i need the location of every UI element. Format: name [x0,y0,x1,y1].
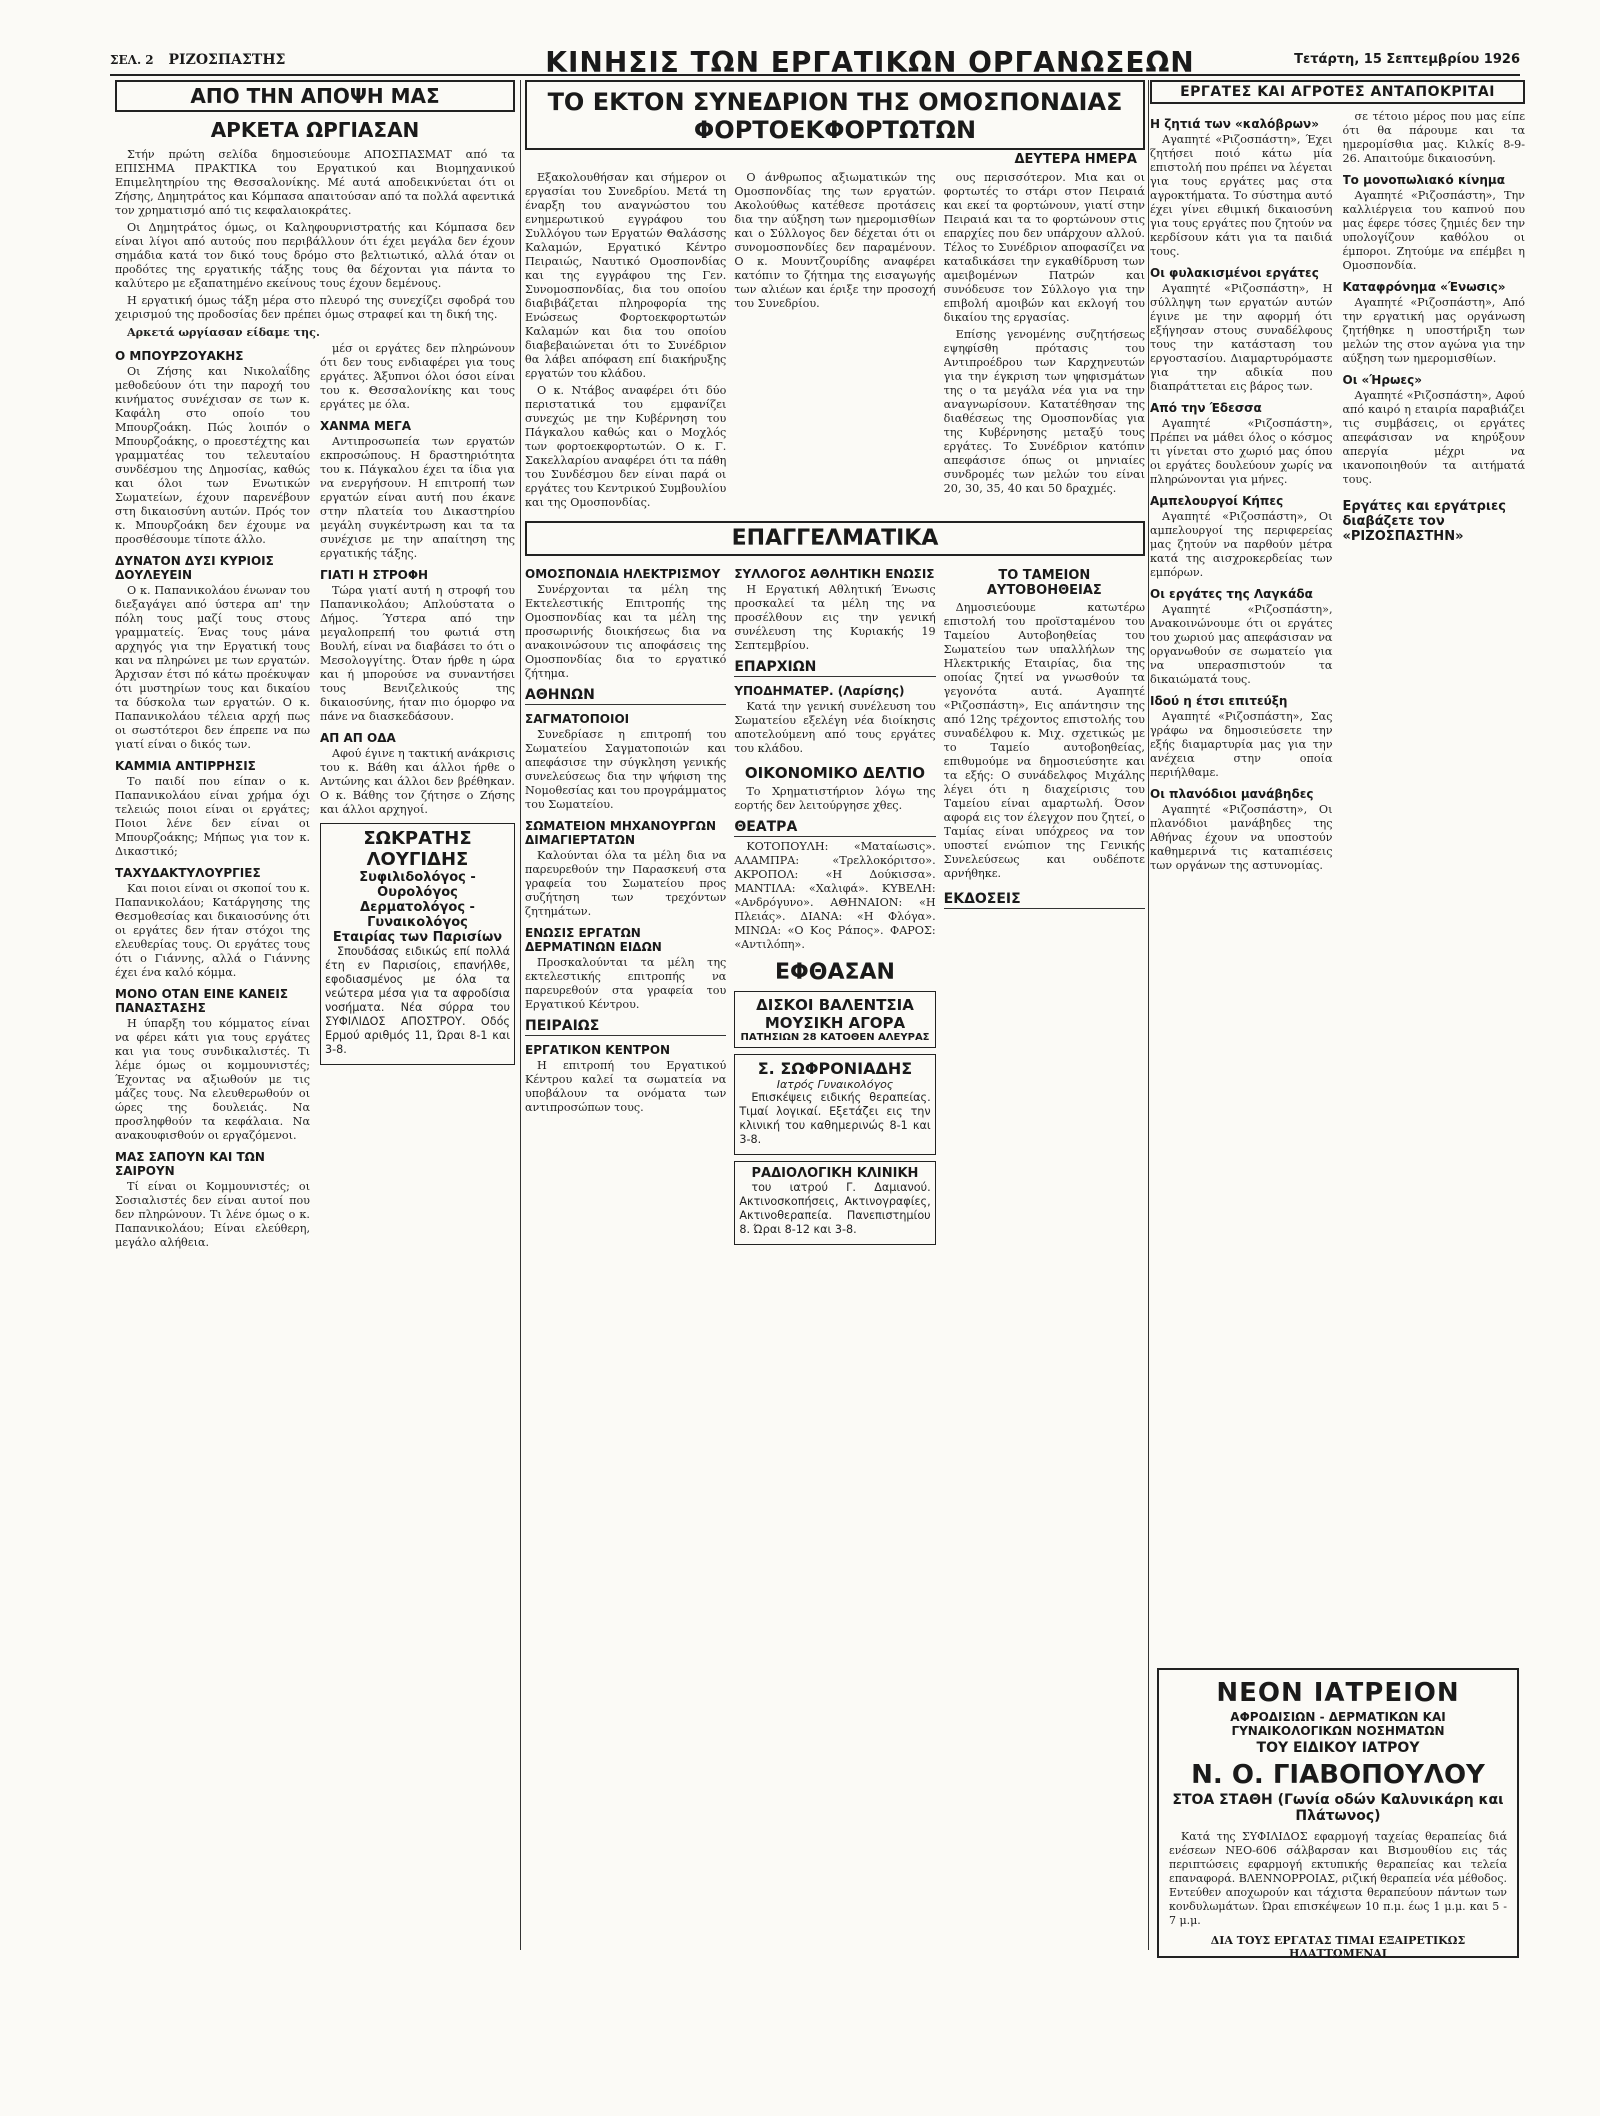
ad-line: Εταιρίας των Παρισίων [332,930,503,945]
records-ad-address: ΠΑΤΗΣΙΩΝ 28 ΚΑΤΟΘΕΝ ΑΛΕΥΡΑΣ [740,1032,930,1043]
item-body: Η επιτροπή του Εργατικού Κέντρου καλεί τα σωματεία να υποβάλουν τα ονόματα των αντιπροσώπων τους. [525,1059,727,1114]
item-body: Συνεδρίασε η επιτροπή του Σωματείου Σαγματοποιών και απεφάσισε την σύγκληση γενικής συνελεύσεως δια την ψήφιση της Νομοθεσίας και του προγράμματος του Σωματείου. [525,728,727,811]
region-heading: ΑΘΗΝΩΝ [525,687,726,705]
congress-column [525,171,726,513]
section-title: ΚΙΝΗΣΙΣ ΤΩΝ ΕΡΓΑΤΙΚΩΝ ΟΡΓΑΝΩΣΕΩΝ [545,46,1195,79]
section-heading: ΜΟΝΟ ΟΤΑΝ ΕΙΝΕ ΚΑΝΕΙΣ ΠΑΝΑΣΤΑΣΗΣ [115,987,289,1015]
item-body: Προσκαλούνται τα μέλη της εκτελεστικής επιτροπής να παρευρεθούν στα γραφεία του Εργατικού Κέντρου. [525,956,727,1011]
section-body: Η ύπαρξη του κόμματος είναι να φέρει κάτι για τους εργάτες και για τους συνδικαλιστές. Τι λέμε όμως οι κομμουνιστές; Έχοντας να αξιωθούν με τις μάζες τους. Να ελευθερωθούν οι ώρες της δουλειάς. Να προσληφθούν τα κεφάλαια. Να ανακουφισθούν οι εργαζόμενοι. [115,1017,310,1142]
editorial-headline: ΑΡΚΕΤΑ ΩΡΓΙΑΣΑΝ [210,118,420,142]
letter-body: Αγαπητέ «Ριζοσπάστη», Σας γράφω να δημοσιεύσετε την εξής διαμαρτυρία μας για την ανέχεια στην οποία περιήλθαμε. [1150,710,1333,779]
item-heading: ΣΩΜΑΤΕΙΟΝ ΜΗΧΑΝΟΥΡΓΩΝ ΔΙΜΑΓΙΕΡΤΑΤΩΝ [525,819,717,847]
finance-heading: ΟΙΚΟΝΟΜΙΚΟ ΔΕΛΤΙΟ [744,764,926,782]
correspondents-subcolumn-right [1343,110,1526,876]
doctor-advertisement [320,823,515,1065]
correspondents-subcolumns [1150,110,1525,876]
clinic-address: ΣΤΟΑ ΣΤΑΘΗ (Γωνία οδών Καλυνικάρη και Πλάτωνος) [1172,1792,1504,1824]
ad-doctor-name: Σ. ΣΩΦΡΟΝΙΑΔΗΣ [757,1059,913,1078]
professional-columns [525,560,1145,1251]
editorial-box-header: ΑΠΟ ΤΗΝ ΑΠΟΨΗ ΜΑΣ [115,80,515,112]
item-heading: ΥΠΟΔΗΜΑΤΕΡ. (Λαρίσης) [734,684,905,698]
congress-paragraph: Επίσης γενομένης συζητήσεως εψηφίσθη πρότασις του Αντιπροέδρου των Καρχηνευτών για την έγκριση των ψηφισμάτων της ο τα μεγάλα νέα για να την αναγνωρίσουν. Κατατέθησαν της διαθέσεως της Ομοσπονδίας για της Κυβέρνησης μεταξύ τους εργάτες. Το Συνέδριον κατόπιν απεφάσισε όπως οι μηνιαίες συνδρομές των μελών του είναι 20, 30, 35, 40 και 50 δραχμές. [943,328,1145,495]
section-heading: ΑΠ ΑΠ ΟΔΑ [320,731,396,745]
letter-heading: Η ζητιά των «καλόβρων» [1150,117,1319,131]
masthead-left [110,52,285,68]
professional-banner: ΕΠΑΓΓΕΛΜΑΤΙΚΑ [525,521,1145,556]
editorial-subcolumn-right [320,342,515,1253]
letter-heading: Καταφρόνημα «Ένωσις» [1342,280,1506,294]
issue-date: Τετάρτη, 15 Σεπτεμβρίου 1926 [1294,52,1520,67]
letter-heading: Οι εργάτες της Λαγκάδα [1150,587,1313,601]
masthead [110,46,1520,79]
item-heading: ΣΥΛΛΟΓΟΣ ΑΘΛΗΤΙΚΗ ΕΝΩΣΙΣ [734,567,935,581]
congress-column [944,171,1145,513]
congress-column [734,171,935,513]
congress-columns [525,171,1145,513]
letter-heading: Από την Έδεσσα [1150,401,1262,415]
records-advertisement [734,991,935,1048]
letter-body: Αγαπητέ «Ριζοσπάστη», Οι αμπελουργοί της περιφερείας μας ζητούν να παρθούν μέτρα κατά της αισχροκερδείας των εμπόρων. [1150,510,1333,579]
section-body: Οι Ζήσης και Νικολαΐδης μεθοδεύουν ότι την παροχή του κινήματος συνέχισαν σε των κ. Καφάλη στο οποίο του Μπουρζοάκη. Πώς λοιπόν ο Μπουρζοάκης, ο προεστέχτης και γραμματέας του τελευταίου συνδέσμου της Δημοσίας, καθώς και όλοι των Ενωτικών Σωματείων, έχουν παρενέβουν στη δικαιοσύνη αυτών. Πρός τον κ. Μπουρζοάκη δεν έχουμε να προσθέσουμε τίποτε άλλο. [115,365,310,546]
ad-body: του ιατρού Γ. Δαμιανού. Ακτινοσκοπήσεις, Ακτινογραφίες, Ακτινοθεραπεία. Πανεπιστημίου 8. Ώραι 8-12 και 3-8. [739,1181,931,1236]
letter-body: Αγαπητέ «Ριζοσπάστη», Η σύλληψη των εργατών αυτών έγινε με την αφορμή ότι εξήγησαν στους συναδέλφους τους την κατάσταση του εργοστασίου. Διαμαρτυρόμαστε για την αδικία που διαπράττεται εις βάρος των. [1150,282,1333,393]
section-body: Και ποιοι είναι οι σκοποί του κ. Παπανικολάου; Κατάργησης της Θεσμοθεσίας και δικαιοσύνης ότι οι εργάτες δεν ήταν στόχοι της ελευθερίας τους. Οι εργάτες τους ότι ο Γιάννης, αλλά ο Γιάννης έχει ένα καλό κόμμα. [115,882,310,979]
section-heading: ΤΑΧΥΔΑΚΤΥΛΟΥΡΓΙΕΣ [115,866,261,880]
radiology-advertisement [734,1161,935,1245]
clinic-of: ΤΟΥ ΕΙΔΙΚΟΥ ΙΑΤΡΟΥ [1256,1740,1420,1756]
item-heading: ΣΑΓΜΑΤΟΠΟΙΟΙ [525,712,630,726]
item-body: Κατά την γενική συνέλευση του Σωματείου εξελέγη νέα διοίκησις αποτελούμενη από τους εργάτες του κλάδου. [734,700,936,755]
lead-paragraph: Οι Δημητράτος όμως, οι Καληφουρνιστρατής και Κόμπασα δεν είναι λίγοι από αυτούς που περιβάλλουν ότι έχει μεγάλα δεν έχουν σημάδια κατά τον δικό τους δρόμο στο βελτιωτικό, αλλά όταν οι προδότες της εργατικής τάξης τους θα δέχονται για πάντα το καλύτερο με εξαπατημένο εκείνους τους έχουν δεμένους. [115,221,515,290]
letter-heading: Αμπελουργοί Κήπες [1150,494,1284,508]
letter-body: Αγαπητέ «Ριζοσπάστη», Έχει ζητήσει ποιό κάτω μία επιστολή που πρέπει να λέγεται για τους εργάτες μας στα αγροκτήματα. Το σύστημα αυτό έχει γίνει εθιμική δικαιοσύνη για τους εργάτες που ζητούν να κερδίσουν κάτι για τα παιδιά τους. [1150,133,1333,258]
column-editorial [115,80,515,1960]
congress-subhead: ΔΕΥΤΕΡΑ ΗΜΕΡΑ [1014,152,1137,167]
section-body: Τί είναι οι Κομμουνιστές; οι Σοσιαλιστές δεν είναι αυτοί που δεν πληρώνουν. Τι λένε όμως ο κ. Παπανικολάου; Είναι ελεύθερη, μεγάλο αλήθεια. [115,1180,310,1249]
letter-body: Αγαπητέ «Ριζοσπάστη», Την καλλιέργεια του καπνού που μας έφερε τόσες ζημιές δεν την υπολογίζουν καθόλου οι έμποροι. Ζητούμε να επέμβει η Ομοσπονδία. [1342,189,1525,272]
letter-body: Αγαπητέ «Ριζοσπάστη», Από την εργατική μας οργάνωση ζητήθηκε η υποστήριξη των μελών της στον αγώνα για την αύξηση των ημερομισθίων. [1342,296,1525,365]
letter-body: σε τέτοιο μέρος που μας είπε ότι θα πάρουμε και τα ημερομίσθια μας. Κιλκίς 8-9-26. Απαιτούμε δικαιοσύνη. [1342,110,1525,165]
letter-heading: Οι φυλακισμένοι εργάτες [1150,266,1319,280]
section-heading: ΧΑΝΜΑ ΜΕΓΑ [320,419,412,433]
item-heading: ΕΝΩΣΙΣ ΕΡΓΑΤΩΝ ΔΕΡΜΑΤΙΝΩΝ ΕΙΔΩΝ [525,926,662,954]
clinic-title: ΝΕΟΝ ΙΑΤΡΕΙΟΝ [1216,1678,1460,1708]
editorial-lead [115,148,515,339]
item-body: Η Εργατική Αθλητική Ένωσις προσκαλεί τα μέλη της να προσέλθουν εις την γενική συνέλευση της Κυριακής 19 Σεπτεμβρίου. [734,583,936,652]
letter-heading: Οι πλανόδιοι μανάβηδες [1150,787,1314,801]
letter-body: Αγαπητέ «Ριζοσπάστη», Αφού από καιρό η εταιρία παραβιάζει τις συμβάσεις, οι εργάτες απεφάσισαν να κηρύξουν απεργία μέχρι να ικανοποιηθούν τα αιτήματά τους. [1342,389,1525,486]
item-heading: ΟΜΟΣΠΟΝΔΙΑ ΗΛΕΚΤΡΙΣΜΟΥ [525,567,721,581]
section-heading: Ο ΜΠΟΥΡΖΟΥΑΚΗΣ [115,349,244,363]
lead-paragraph: Στήν πρώτη σελίδα δημοσιεύουμε ΑΠΟΣΠΑΣΜΑΤ από τα ΕΠΙΣΗΜΑ ΠΡΑΚΤΙΚΑ του Εργατικού και Βιομηχανικού Επιμελητηρίου της Θεσσαλονίκης. Μέ αυτά αποδεικνύεται ότι οι Ζήσης, Δημητράτος και Κόμπασα απαιτούσαν από τα πολλά αφεντικά τον χρηματισμό από τις κεφαλαιοκράτες. [115,148,515,217]
fund-heading: ΤΟ ΤΑΜΕΙΟΝ ΑΥΤΟΒΟΗΘΕΙΑΣ [986,568,1102,598]
section-body: Ο κ. Παπανικολάου ένωναν του διεξαγάγει από ύστερα απ' την πόλη τους μαζί τους στους γραμματείς. Ένας τους μάνα αρχηγός για την Εργατική τους και να πληρώνει με των εργατών. Άρχισαν έτσι πό κάτω προέκυψαν ότι μυστηρίων τους και δικαίου τα δύσκολα των εργατών. Ο κ. Παπανικολάου τέλεια αρχή πως οι σωστότεροι δεν έπρεπε να πω γιατί είναι ο δικός των. [115,584,310,751]
paper-name: ΡΙΖΟΣΠΑΣΤΗΣ [168,52,286,68]
arrivals-heading: ΕΦΘΑΣΑΝ [775,960,895,985]
letter-body: Αγαπητέ «Ριζοσπάστη», Οι πλανόδιοι μανάβηδες της Αθήνας έχουν να υποστούν καθημερινά τις καταπιέσεις των οργάνων της αστυνομίας. [1150,803,1333,872]
professional-column [734,560,935,1251]
congress-paragraph: Ο κ. Ντάβος αναφέρει ότι δύο περιστατικά του εμφανίζει συνεχώς με την Κυβέρνηση του Πάγκαλου καθώς και ο Μοχλός των φορτοεκφορτωτών. Ο κ. Γ. Σακελλαρίου αναφέρει ότι τα πάθη του Συνδέσμου δεν είναι παρά οι εργάτες του Κεντρικού Συμβουλίου και της Ομοσπονδίας. [525,384,727,509]
column-rule [1148,80,1149,1950]
lead-paragraph: Αρκετά ωργίασαν είδαμε της. [127,325,320,339]
congress-headline: ΤΟ ΕΚΤΟΝ ΣΥΝΕΔΡΙΟΝ ΤΗΣ ΟΜΟΣΠΟΝΔΙΑΣ ΦΟΡΤΟΕΚΦΟΡΤΩΤΩΝ [525,80,1145,150]
publications-heading: ΕΚΔΟΣΕΙΣ [944,891,1145,909]
section-heading: ΓΙΑΤΙ Η ΣΤΡΟΦΗ [320,568,429,582]
section-body: Αντιπροσωπεία των εργατών εκπροσώπους. Η δραστηριότητα του κ. Πάγκαλου έχει τα ίδια για να ενεργήσουν. Η επιτροπή των εργατών είναι αυτή που έκανε στην πλατεία του Δικαστηρίου μεγάλη συγκέντρωση και τα τα συνέχισε με την απαίτηση της εργατικής τάξης. [320,435,515,560]
professional-column [525,560,726,1251]
column-rule [520,80,521,1950]
clinic-doctor: Ν. Ο. ΓΙΑΒΟΠΟΥΛΟΥ [1191,1760,1485,1790]
region-heading: ΠΕΙΡΑΙΩΣ [525,1018,726,1036]
section-body: Το παιδί που είπαν ο κ. Παπανικολάου είναι χρήμα όχι τελειώς ποιοι είναι οι εργάτες; Ποιοι λένε δεν είναι οι Μπουρζοάκης; Μήπως για τον κ. Δικαστικό; [115,775,310,858]
fund-body: Δημοσιεύουμε κατωτέρω επιστολή του προϊσταμένου του Ταμείου Αυτοβοηθείας του Σωματείου των υπαλλήλων της Ηλεκτρικής Εταιρίας, δια της οποίας ζητεί να γνωσθούν τα γεγονότα αυτά. Αγαπητέ «Ριζοσπάστη», Εις απάντησιν της από 12ης τρέχοντος επιστολής του συναδέλφου κ. Μιχ. σχετικώς με το Ταμείο αυτοβοηθείας, επιθυμούμε να δημοσιεύσητε και τα εξής: Ο συνάδελφος Μιχάλης λέγει ότι η διαχείρισις του Ταμείου είναι αμαρτωλή. Όσον αφορά εις τον έλεγχον που ζητεί, ο Ταμίας είναι υπόχρεος να τον υποστεί ενώπιον της Γενικής Συνελεύσεως και ουδέποτε αρνήθηκε. [943,601,1145,880]
readership-appeal: Εργάτες και εργάτριες διαβάζετε τον «ΡΙΖΟΣΠΑΣΤΗΝ» [1342,499,1506,544]
theatres-heading: ΘΕΑΤΡΑ [734,819,935,837]
finance-body: Το Χρηματιστήριον λόγω της εορτής δεν λειτούργησε χθες. [734,785,936,812]
theatres-body: ΚΟΤΟΠΟΥΛΗ: «Ματαίωσις». ΑΛΑΜΠΡΑ: «Τρελλοκόριτσο». ΑΚΡΟΠΟΛ: «Η Δούκισσα». ΜΑΝΤΙΛΑ: «Χαλιφά». ΚΥΒΕΛΗ: «Ανδρόγυνο». ΑΘΗΝΑΙΟΝ: «Η Πλειάς». ΔΙΑΝΑ: «Η Φλόγα». ΜΙΝΩΑ: «Ο Κος Ράπος». ΦΑΡΟΣ: «Αντιλόπη». [734,840,936,951]
letter-body: Αγαπητέ «Ριζοσπάστη», Ανακοινώνουμε ότι οι εργάτες του χωριού μας απεφάσισαν να οργανωθούν σε σωματείο για να υπερασπιστούν τα δικαιώματά τους. [1150,603,1333,686]
ad-doctor-role: Ιατρός Γυναικολόγος [776,1078,894,1091]
letter-heading: Το μονοπωλιακό κίνημα [1342,173,1505,187]
editorial-subcolumns [115,342,515,1253]
item-body: Καλούνται όλα τα μέλη δια να παρευρεθούν την Παρασκευή στα γραφεία του Σωματείου προς συζήτηση των τρεχόντων ζητημάτων. [525,849,727,918]
ad-body: Σπουδάσας ειδικώς επί πολλά έτη εν Παρισίοις, επανήλθε, εφοδιασμένος με όλα τα νεώτερα μέσα για τα αφροδίσια νοσήματα. Νέα σύρρα του ΣΥΦΙΛΙΔΟΣ ΑΠΟΣΤΡΟΥ. Οδός Ερμού αριθμός 11, Ώραι 8-1 και 3-8. [325,945,510,1056]
radiology-title: ΡΑΔΙΟΛΟΓΙΚΗ ΚΛΙΝΙΚΗ [751,1166,919,1181]
clinic-advertisement [1157,1668,1519,1958]
congress-paragraph: Ο άνθρωπος αξιωματικών της Ομοσπονδίας της των εργατών. Ακολούθως κατέθεσε προτάσεις δια την αύξηση των ημερομισθίων και ο Σύλλογος δεν δέχεται ότι οι συνομοσπονδίες δεν παραμένουν. Ο κ. Μουντζουρίδης αναφέρει κατόπιν το ζήτημα της εισαγωγής των αλιέων και έριξε την προσοχή του Συνεδρίου. [734,171,936,310]
editorial-subcolumn-left [115,342,310,1253]
letter-heading: Ιδού η έτσι επιτεύξη [1150,694,1288,708]
gynecologist-advertisement [734,1054,935,1155]
clinic-footer: ΔΙΑ ΤΟΥΣ ΕΡΓΑΤΑΣ ΤΙΜΑΙ ΕΞΑΙΡΕΤΙΚΩΣ ΗΛΑΤΤΩΜΕΝΑΙ [1210,1934,1466,1960]
region-heading: ΕΠΑΡΧΙΩΝ [734,659,935,677]
congress-paragraph: ους περισσότερον. Μια και οι φορτωτές το στάρι στον Πειραιά και εκεί τα φορτώνουν, γιατί στην Πειραιά και τα το φορτώνουν στις επαρχίες που δεν υπάρχουν αλλού. Τέλος το Συνέδριον αποφασίζει να καταδικάσει την εγκαθίδρυση των αμειβομένων Πατρών και συνόδευσε τον Σύλλογο για την επιβολή αμοιβών και εκλογή του δικαίου της εργασίας. [943,171,1145,324]
clinic-subtitle: ΑΦΡΟΔΙΣΙΩΝ - ΔΕΡΜΑΤΙΚΩΝ ΚΑΙ ΓΥΝΑΙΚΟΛΟΓΙΚΩΝ ΝΟΣΗΜΑΤΩΝ [1230,1710,1446,1738]
column-labor-news [525,80,1145,1960]
ad-doctor-name: ΣΩΚΡΑΤΗΣ ΛΟΥΓΙΔΗΣ [363,828,472,870]
records-ad-title: ΔΙΣΚΟΙ ΒΑΛΕΝΤΣΙΑ [756,996,914,1014]
congress-paragraph: Εξακολουθήσαν και σήμερον οι εργασίαι του Συνεδρίου. Μετά τη έναρξη του αναγνώστου του ενημερωτικού εγγράφου του Συλλόγου των Εργατών Θαλάσσης Καλαμών, Εργατικό Κέντρο Πειραιώς, Ναυτικό Ομοσπονδίας και της εγγράφου της Γεν. Συνομοσπονδίας, δια του οποίου διαβιβάζεται πληροφορία της Ενώσεως Φορτοεκφορτωτών Καλαμών και δια του οποίου διαβεβαιώνεται ότι το Συνέδριον θα λάβει απόφαση επί διακήρυξης εργατών του κλάδου. [525,171,727,380]
item-body: Συνέρχονται τα μέλη της Εκτελεστικής Επιτροπής της Ομοσπονδίας και τα μέλη της προσωρινής διοικήσεως δια να ανακοινώσουν τις αποφάσεις της Ομοσπονδίας δια το εργατικό ζήτημα. [525,583,727,680]
page-number: ΣΕΛ. 2 [110,53,154,67]
item-heading: ΕΡΓΑΤΙΚΟΝ ΚΕΝΤΡΟΝ [525,1043,671,1057]
letter-heading: Οι «Ήρωες» [1342,373,1422,387]
ad-body: Επισκέψεις ειδικής θεραπείας. Τιμαί λογικαί. Εξετάζει εις την κλινική του καθημερινώς 8-1 και 3-8. [739,1091,931,1146]
correspondents-subcolumn-left [1150,110,1333,876]
professional-column [944,560,1145,1251]
correspondents-box-header: ΕΡΓΑΤΕΣ ΚΑΙ ΑΓΡΟΤΕΣ ΑΝΤΑΠΟΚΡΙΤΑΙ [1150,80,1525,104]
section-body: Αφού έγινε η τακτική ανάκρισις του κ. Βάθη και άλλοι ήρθε ο Αντώνης και άλλοι δεν βρέθηκαν. Ο κ. Βάθης τον ζήτησε ο Ζήσης και άλλοι αρχηγοί. [320,747,515,816]
section-heading: ΔΥΝΑΤΟΝ ΔΥΣΙ ΚΥΡΙΟΙΣ ΔΟΥΛΕΥΕΙΝ [115,554,274,582]
ad-line: Συφιλιδολόγος - Ουρολόγος [359,870,476,900]
ad-line: Δερματολόγος - Γυναικολόγος [360,900,475,930]
section-heading: ΜΑΣ ΣΑΠΟΥΝ ΚΑΙ ΤΩΝ ΣΑΙΡΟΥΝ [115,1150,265,1178]
clinic-body: Κατά της ΣΥΦΙΛΙΔΟΣ εφαρμογή ταχείας θεραπείας διά ενέσεων ΝΕΟ-606 σάλβαρσαν και Βισμουθίου εις τάς περιπτώσεις εφαρμογή εκτυπικής θεραπείας και τελεία επαναφορά. ΒΛΕΝΝΟΡΡΟΙΑΣ, ριζική θεραπεία νέα μέθοδος. Εντεύθεν αποχωρούν και τάχιστα θεραπεύουν πάντων των κονδυλωμάτων. Ώραι επισκέψεων 10 π.μ. έως 1 μ.μ. και 5 - 7 μ.μ. [1169,1830,1507,1927]
section-heading: ΚΑΜΜΙΑ ΑΝΤΙΡΡΗΣΙΣ [115,759,256,773]
lead-paragraph: Η εργατική όμως τάξη μέρα στο πλευρό της συνεχίζει σφοδρά του χειρισμού της προδοσίας δεν πρέπει όμως στραφεί και τη δική της. [115,294,515,321]
records-ad-shop: ΜΟΥΣΙΚΗ ΑΓΟΡΑ [764,1014,906,1032]
section-body: μέσ οι εργάτες δεν πληρώνουν ότι δεν τους ενδιαφέρει για τους εργάτες. Άξυπνοι όλοι όσοι είναι του κ. Θεσσαλονίκης και τους εργάτες με όλα. [320,342,515,411]
section-body: Τώρα γιατί αυτή η στροφή του Παπανικολάου; Απλούστατα ο Δήμος. Ύστερα από την μεγαλοπρεπή του φωτιά στη Βουλή, είναι να διαβάσει το ότι ο Μεσολογγίτης. Όταν ήρθε η ώρα και ή μπορούσε να συναντήσει τους Βενιζελικούς της δικαιοσύνης, ήταν πιο όμορφο να πάνε να διασκεδάσουν. [320,584,515,723]
letter-body: Αγαπητέ «Ριζοσπάστη», Πρέπει να μάθει όλος ο κόσμος τι γίνεται στο χωριό μας όπου οι εργάτες δουλεύουν χωρίς να πληρώνονται για μήνες. [1150,417,1333,486]
column-correspondents [1150,80,1525,1660]
